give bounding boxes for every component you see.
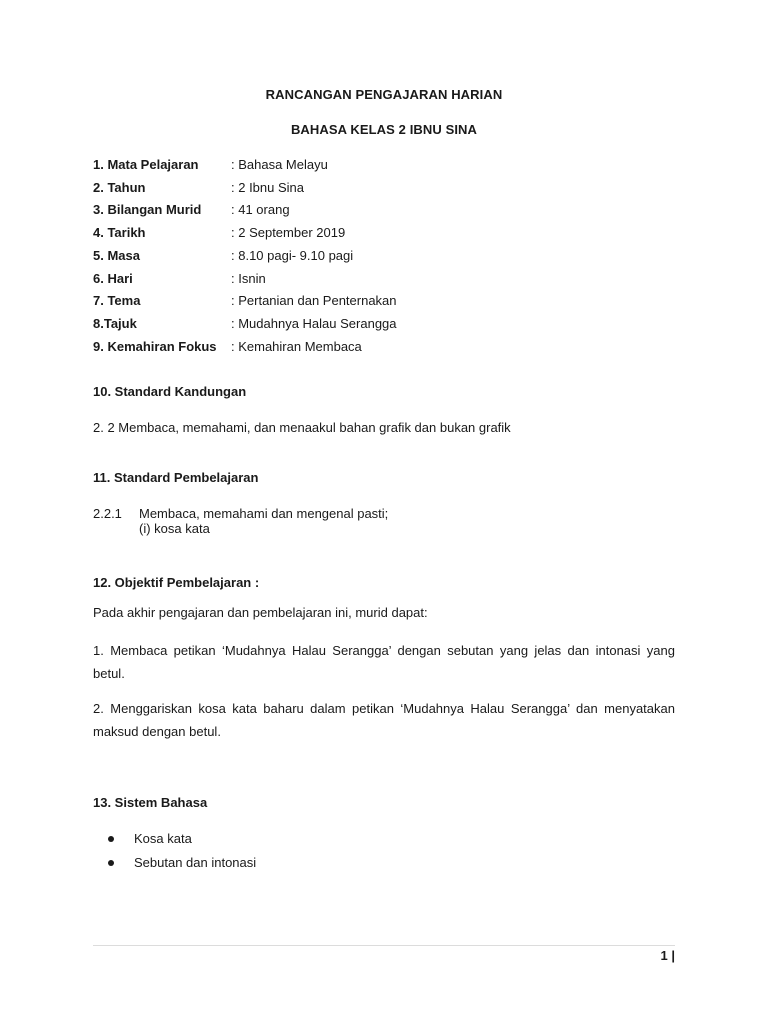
info-value: : 8.10 pagi- 9.10 pagi [231, 248, 354, 263]
info-row-kemahiran-fokus [93, 338, 362, 356]
info-row-hari [93, 270, 266, 288]
info-value: : 2 September 2019 [231, 225, 346, 240]
objektif-item-2: 2. Menggariskan kosa kata baharu dalam petikan ‘Mudahnya Halau Serangga’ dan menyatakan maksud dengan betul. [93, 701, 675, 739]
page-number: 1 | [660, 948, 675, 963]
info-value: : Bahasa Melayu [231, 157, 328, 172]
info-label: 1. Mata Pelajaran [93, 157, 199, 172]
info-label: 9. Kemahiran Fokus [93, 339, 217, 354]
info-row-tahun [93, 179, 304, 197]
standard-kandungan-heading: 10. Standard Kandungan [93, 384, 247, 399]
info-value: : Kemahiran Membaca [231, 339, 362, 354]
bullet-icon [108, 836, 114, 842]
footer-divider [93, 945, 675, 946]
bullet-item [108, 831, 192, 846]
info-value: : Pertanian dan Penternakan [231, 293, 397, 308]
info-row-tema [93, 292, 397, 310]
info-value: : 41 orang [231, 202, 290, 217]
objektif-intro: Pada akhir pengajaran dan pembelajaran ini, murid dapat: [93, 605, 428, 620]
info-label: 5. Masa [93, 248, 140, 263]
standard-kandungan-text: 2. 2 Membaca, memahami, dan menaakul bahan grafik dan bukan grafik [93, 420, 511, 435]
info-label: 4. Tarikh [93, 225, 146, 240]
info-label: 2. Tahun [93, 180, 146, 195]
info-value: : Isnin [231, 271, 266, 286]
standard-pembelajaran-heading: 11. Standard Pembelajaran [93, 470, 259, 485]
info-row-masa [93, 247, 353, 265]
info-label: 6. Hari [93, 271, 133, 286]
standard-code: 2.2.1 [93, 506, 122, 521]
standard-line2: (i) kosa kata [139, 521, 210, 536]
info-row-tarikh [93, 224, 345, 242]
objektif-heading: 12. Objektif Pembelajaran : [93, 575, 260, 590]
document-title: RANCANGAN PENGAJARAN HARIAN [265, 87, 503, 102]
info-label: 3. Bilangan Murid [93, 202, 202, 217]
bullet-icon [108, 860, 114, 866]
info-value: : Mudahnya Halau Serangga [231, 316, 397, 331]
sistem-bahasa-heading: 13. Sistem Bahasa [93, 795, 208, 810]
info-label: 7. Tema [93, 293, 141, 308]
standard-line1: Membaca, memahami dan mengenal pasti; [139, 506, 389, 521]
objektif-item-1: 1. Membaca petikan ‘Mudahnya Halau Serangga’ dengan sebutan yang jelas dan intonasi yang betul. [93, 643, 675, 681]
info-row-tajuk [93, 315, 397, 333]
info-value: : 2 Ibnu Sina [231, 180, 304, 195]
document-subtitle: BAHASA KELAS 2 IBNU SINA [290, 122, 478, 137]
info-row-bilangan-murid [93, 201, 290, 219]
bullet-text: Sebutan dan intonasi [134, 855, 257, 870]
info-label: 8.Tajuk [93, 316, 137, 331]
bullet-text: Kosa kata [134, 831, 192, 846]
bullet-item [108, 855, 256, 870]
standard-pembelajaran-line [93, 506, 388, 521]
info-row-mata-pelajaran [93, 156, 328, 174]
